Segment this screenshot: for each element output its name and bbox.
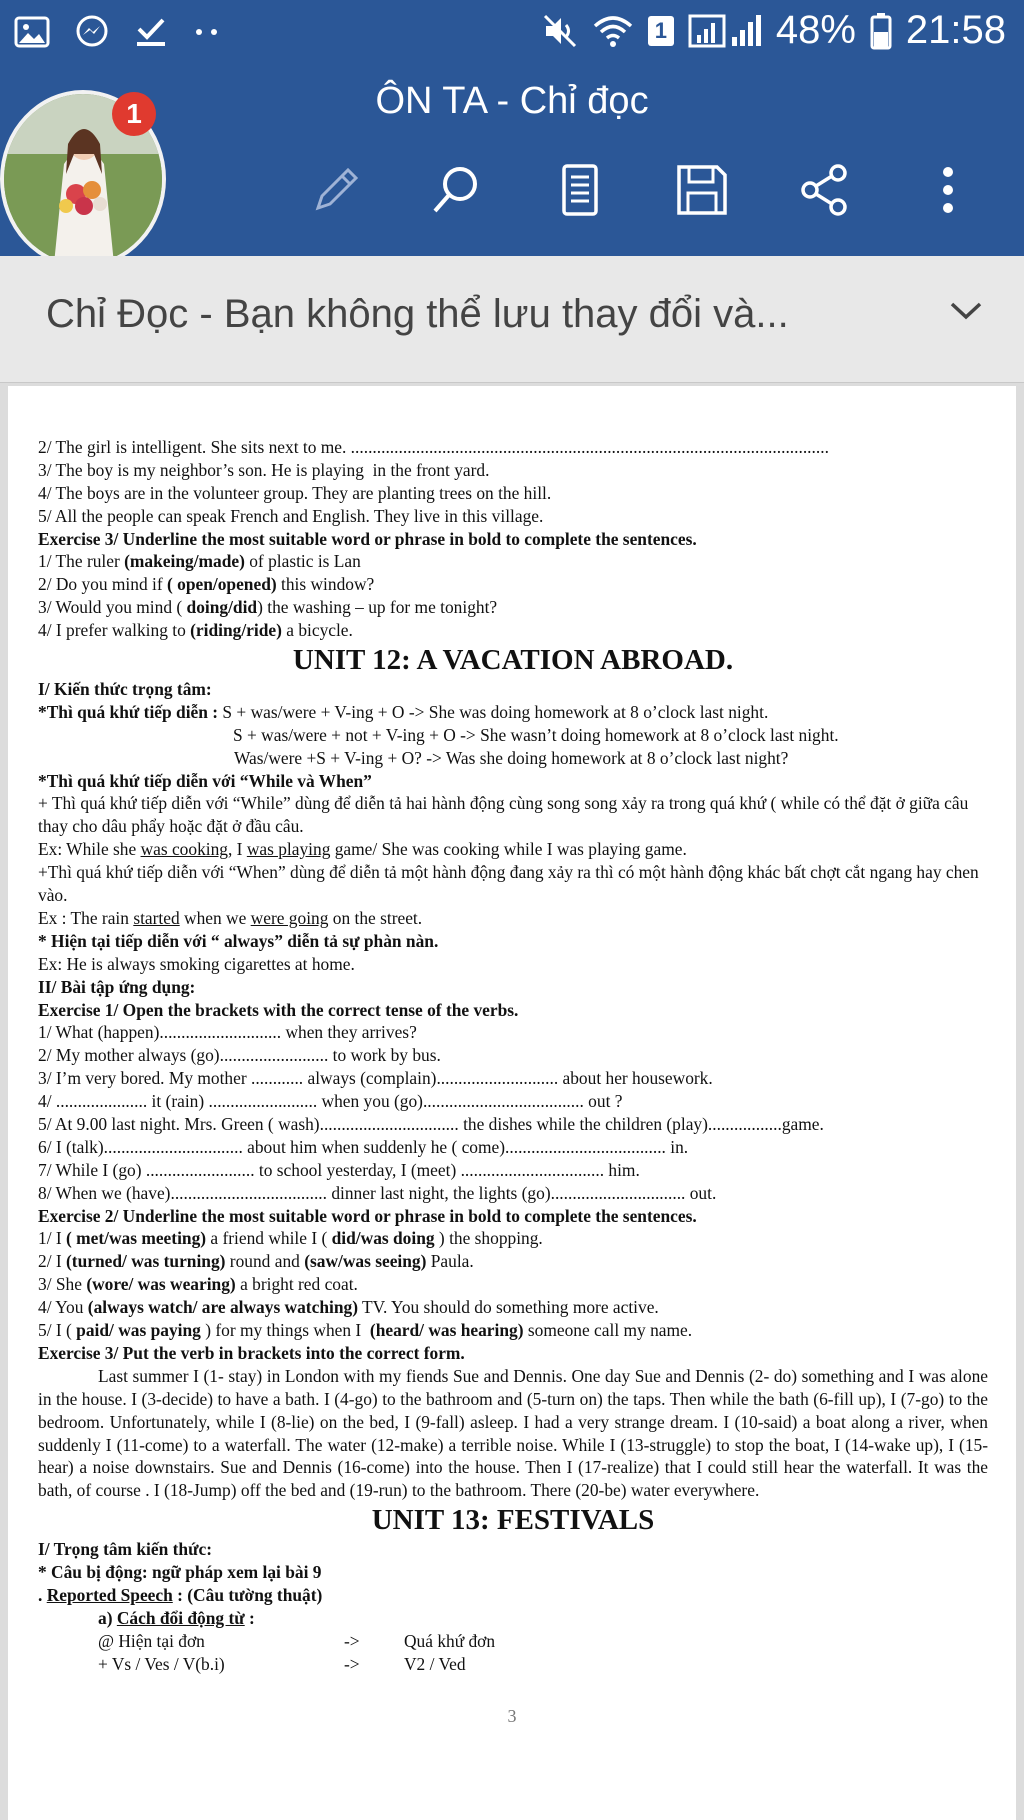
section-heading: * Hiện tại tiếp diễn với “ always” diễn tả sự phàn nàn. — [38, 930, 439, 951]
gallery-icon — [14, 16, 50, 48]
status-bar — [0, 0, 1024, 72]
edit-icon[interactable] — [304, 158, 368, 222]
doc-line: 2/ The girl is intelligent. She sits next to me. .............................................................................................................. — [38, 437, 829, 457]
doc-line: 4/ The boys are in the volunteer group. They are planting trees on the hill. — [38, 482, 552, 503]
chevron-down-icon[interactable] — [948, 300, 984, 327]
doc-line: 1/ The ruler (makeing/made) of plastic is Lan — [38, 551, 361, 572]
signal-icon — [688, 13, 762, 49]
doc-line: 3/ Would you mind ( doing/did) the washing – up for me tonight? — [38, 597, 498, 618]
save-icon[interactable] — [670, 158, 734, 222]
section-heading: * Câu bị động: ngữ pháp xem lại bài 9 — [38, 1562, 322, 1583]
doc-line: 8/ When we (have).................................... dinner last night, the lights (go)............................... out. — [38, 1182, 717, 1203]
section-heading: . Reported Speech : (Câu tường thuật) — [38, 1585, 323, 1606]
doc-line: Ex: He is always smoking cigarettes at home. — [38, 953, 355, 974]
doc-line: 3/ I’m very bored. My mother ............ always (complain)............................ about her housework. — [38, 1068, 713, 1089]
share-icon[interactable] — [792, 158, 856, 222]
battery-icon — [870, 12, 892, 50]
document-page[interactable] — [8, 386, 1016, 1820]
doc-line: S + was/were + not + V-ing + O -> She wasn’t doing homework at 8 o’clock last night. — [233, 724, 839, 745]
doc-line: 5/ I ( paid/ was paying ) for my things when I (heard/ was hearing) someone call my name. — [38, 1320, 693, 1341]
doc-line: Was/were +S + V-ing + O? -> Was she doing homework at 8 o’clock last night? — [234, 747, 789, 768]
doc-line: 3/ She (wore/ was wearing) a bright red coat. — [38, 1274, 358, 1295]
doc-line: 5/ All the people can speak French and English. They live in this village. — [38, 505, 544, 526]
doc-line: *Thì quá khứ tiếp diễn : S + was/were + V-ing + O -> She was doing homework at 8 o’clock last night. — [38, 701, 769, 722]
doc-line: 2/ I (turned/ was turning) round and (saw/was seeing) Paula. — [38, 1251, 474, 1272]
reading-view-icon[interactable] — [548, 158, 612, 222]
page-number: 3 — [507, 1706, 517, 1726]
unit-heading: UNIT 13: FESTIVALS — [371, 1504, 655, 1537]
doc-paragraph: +Thì quá khứ tiếp diễn với “When” dùng để diễn tả một hành động đang xảy ra thì có một hành động khác bất chợt cắt ngang hay chen vào. — [38, 862, 979, 906]
mute-icon — [542, 13, 578, 49]
doc-line: 5/ At 9.00 last night. Mrs. Green ( wash)................................ the dishes while the children (play).................game. — [38, 1114, 824, 1134]
clock: 21:58 — [905, 8, 1006, 52]
messenger-icon — [74, 14, 110, 50]
exercise-heading: Exercise 3/ Put the verb in brackets into the correct form. — [38, 1342, 465, 1363]
doc-line: 6/ I (talk)................................ about him when suddenly he ( come)..................................... in. — [38, 1136, 689, 1157]
battery-percent: 48% — [775, 8, 856, 52]
exercise-heading: Exercise 2/ Underline the most suitable word or phrase in bold to complete the sentences. — [38, 1205, 697, 1226]
doc-paragraph: + Thì quá khứ tiếp diễn với “While” dùng để diễn tả hai hành động cùng song song xảy ra trong quá khứ ( while có thể đặt ở giữa câu thay cho dâu phẩy hoặc đặt ở đầu câu. — [38, 793, 969, 837]
wifi-icon — [592, 14, 634, 48]
search-icon[interactable] — [424, 158, 488, 222]
sim-icon: 1 — [648, 16, 674, 46]
more-icon[interactable] — [916, 158, 980, 222]
doc-line: 4/ I prefer walking to (riding/ride) a bicycle. — [38, 620, 353, 641]
table-row: + Vs / Ves / V(b.i) -> V2 / Ved — [98, 1653, 466, 1674]
read-only-message: Chỉ Đọc - Bạn không thể lưu thay đổi và... — [46, 292, 789, 336]
doc-line: 2/ My mother always (go)......................... to work by bus. — [38, 1045, 441, 1066]
doc-paragraph: Last summer I (1- stay) in London with my fiends Sue and Dennis. One day Sue and Dennis (2- do) something and I was alone in the house. I (3-decide) to have a bath. I (4-go) to the bathroom and (5-turn on) the taps. Then while the bath (6-fill up), I (7-go) to the bedroom. Unfortunately, while I (8-lie) on the bed, I (9-fall) asleep. I had a very strange dream. I (10-said) a boat along a river, when suddenly I (11-come) to a waterfall. The water (12-make) a terrible noise. While I (13-struggle) to stop the boat, I (14-wake up), I (15-hear) a noise downstairs. Sue and Dennis (16-come) into the house. Then I (17-realize) that I could still hear the waterfall. It was the bath, of course . I (18-Jump) off the bed and (19-run) to the bathroom. There (20-be) water everywhere. — [38, 1365, 988, 1501]
document-title: ÔN TA - Chỉ đọc — [375, 80, 649, 122]
unit-heading: UNIT 12: A VACATION ABROAD. — [292, 644, 734, 677]
doc-line: Ex: While she was cooking, I was playing game/ She was cooking while I was playing game. — [38, 839, 687, 860]
exercise-heading: Exercise 1/ Open the brackets with the correct tense of the verbs. — [38, 999, 519, 1020]
more-dots-icon — [192, 27, 222, 37]
doc-line: 7/ While I (go) ......................... to school yesterday, I (meet) ................................. him. — [38, 1159, 640, 1180]
doc-line: 3/ The boy is my neighbor’s son. He is playing in the front yard. — [38, 459, 490, 480]
doc-line: 1/ I ( met/was meeting) a friend while I ( did/was doing ) the shopping. — [38, 1228, 543, 1249]
notification-badge: 1 — [112, 92, 156, 136]
section-heading: a) Cách đổi động từ : — [98, 1607, 255, 1628]
section-heading: *Thì quá khứ tiếp diễn với “While và When” — [38, 770, 372, 791]
doc-line: Ex : The rain started when we were going on the street. — [38, 907, 423, 928]
table-row: @ Hiện tại đơn -> Quá khứ đơn — [98, 1630, 496, 1651]
doc-line: 2/ Do you mind if ( open/opened) this window? — [38, 574, 375, 595]
exercise-heading: Exercise 3/ Underline the most suitable word or phrase in bold to complete the sentences. — [38, 528, 697, 549]
doc-line: 4/ ..................... it (rain) ......................... when you (go)..................................... out ? — [38, 1091, 623, 1112]
section-heading: I/ Kiến thức trọng tâm: — [38, 679, 212, 700]
download-done-icon — [134, 16, 168, 48]
read-only-banner[interactable] — [0, 256, 1024, 383]
doc-line: 1/ What (happen)............................ when they arrives? — [38, 1022, 417, 1043]
section-heading: II/ Bài tập ứng dụng: — [38, 976, 196, 997]
doc-line: 4/ You (always watch/ are always watching) TV. You should do something more active. — [38, 1297, 659, 1318]
section-heading: I/ Trọng tâm kiến thức: — [38, 1539, 213, 1560]
